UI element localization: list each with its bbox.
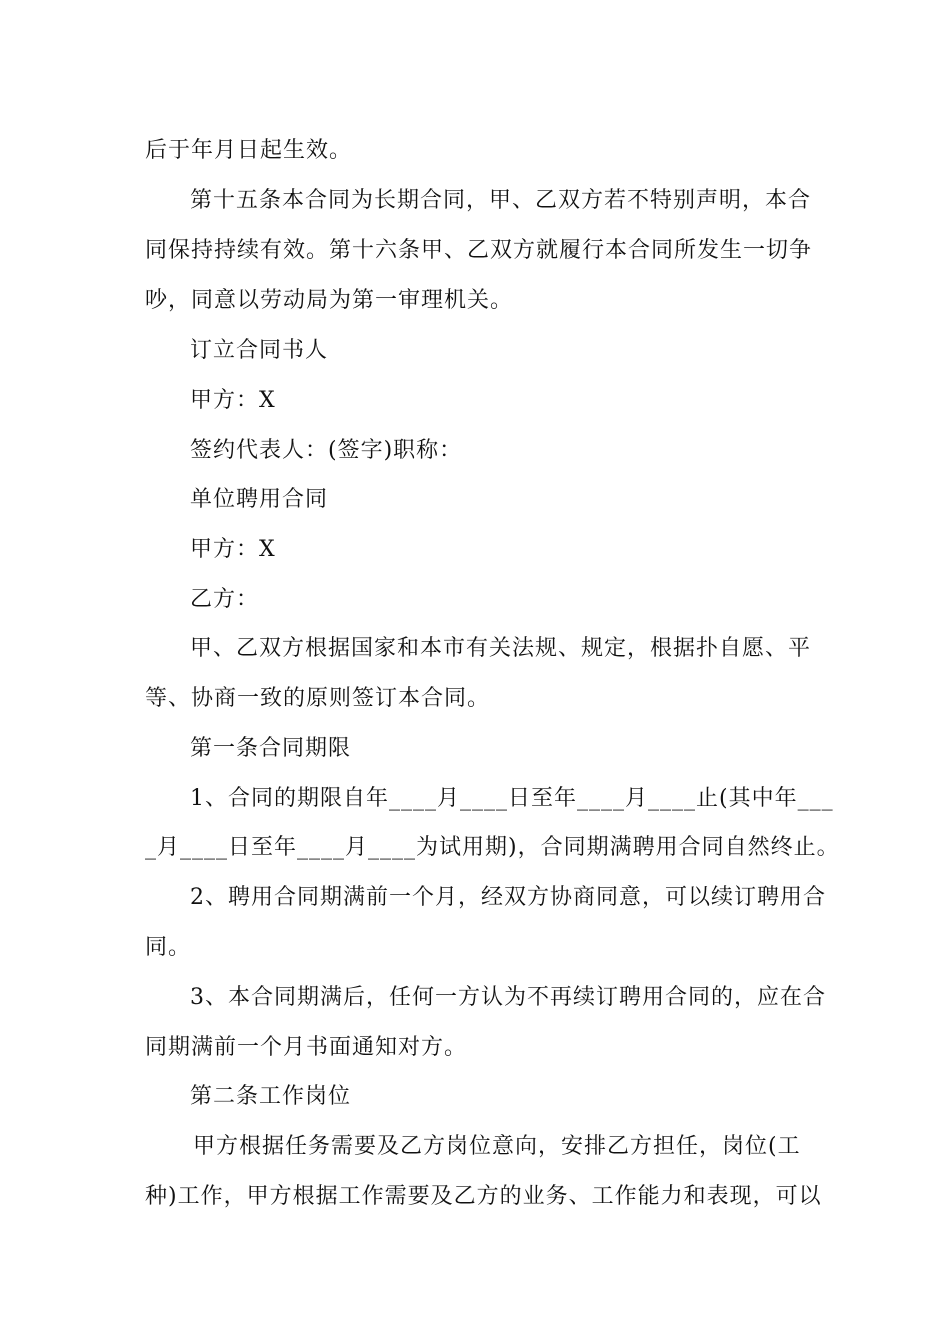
text-line: 2、聘用合同期满前一个月，经双方协商同意，可以续订聘用合	[190, 885, 826, 910]
text-line: 甲方：X	[190, 537, 276, 562]
text-line: 同。	[145, 935, 192, 960]
text-line: 吵，同意以劳动局为第一审理机关。	[145, 288, 514, 313]
text-line: 同保持持续有效。第十六条甲、乙双方就履行本合同所发生一切争	[145, 238, 813, 263]
text-line: 后于年月日起生效。	[145, 138, 353, 163]
text-line: 甲、乙双方根据国家和本市有关法规、规定，根据扑自愿、平	[190, 636, 812, 661]
text-line: 第一条合同期限	[190, 736, 352, 761]
text-line: 种)工作，甲方根据工作需要及乙方的业务、工作能力和表现，可以	[145, 1184, 822, 1209]
text-line: 等、协商一致的原则签订本合同。	[145, 686, 491, 711]
text-line: 同期满前一个月书面通知对方。	[145, 1035, 468, 1060]
text-line: 第十五条本合同为长期合同，甲、乙双方若不特别声明，本合	[190, 188, 812, 213]
text-line: 3、本合同期满后，任何一方认为不再续订聘用合同的，应在合	[190, 985, 826, 1010]
text-line: 签约代表人：(签字)职称：	[190, 438, 463, 463]
text-line: _月____日至年____月____为试用期)，合同期满聘用合同自然终止。	[145, 835, 840, 860]
text-line: 1、合同的期限自年____月____日至年____月____止(其中年___	[190, 786, 834, 811]
text-line: 第二条工作岗位	[190, 1084, 352, 1109]
text-line: 甲方：X	[190, 388, 276, 413]
text-line: 单位聘用合同	[190, 487, 329, 512]
text-line: 乙方：	[190, 587, 260, 612]
text-line: 甲方根据任务需要及乙方岗位意向，安排乙方担任，岗位(工	[193, 1134, 801, 1159]
text-line: 订立合同书人	[190, 338, 329, 363]
